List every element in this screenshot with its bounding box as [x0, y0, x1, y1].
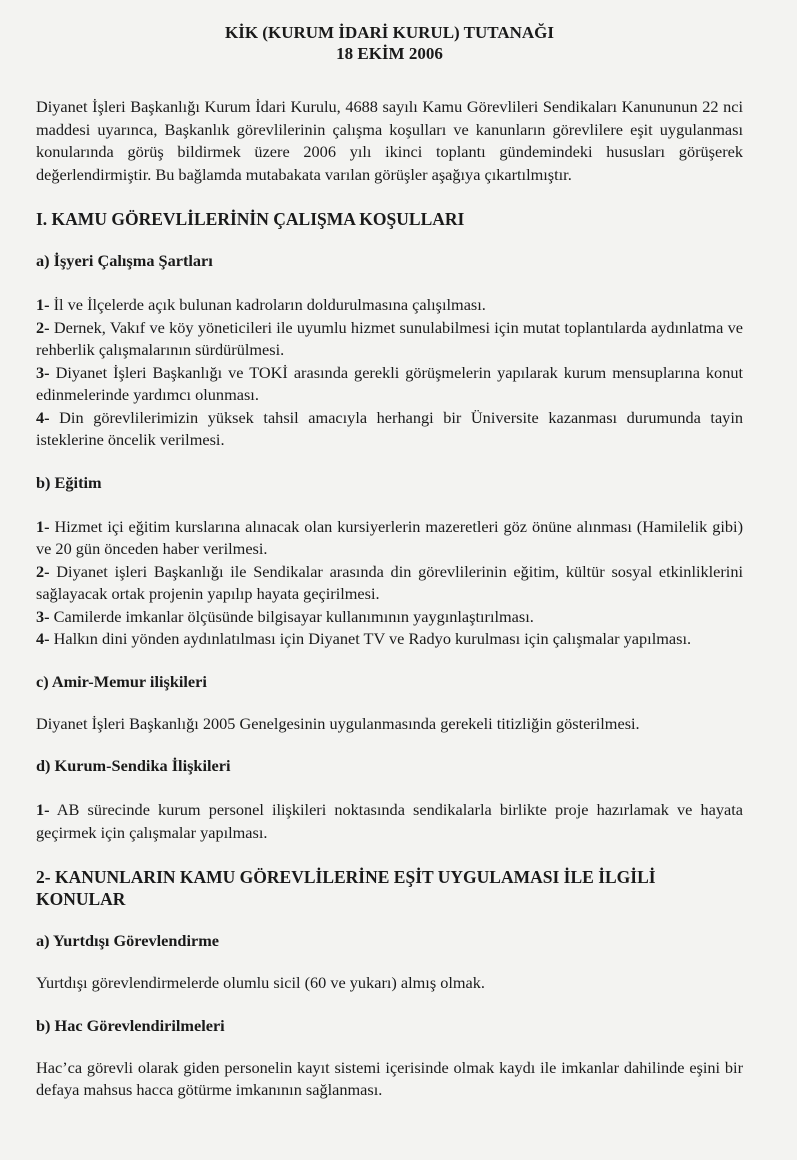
item-number: 3-	[36, 362, 50, 382]
section1d-list	[36, 799, 743, 844]
item-number: 4-	[36, 407, 50, 427]
list-item	[36, 294, 743, 317]
list-item	[36, 362, 743, 407]
section1-heading: I. KAMU GÖREVLİLERİNİN ÇALIŞMA KOŞULLARI	[36, 209, 465, 229]
item-text: İl ve İlçelerde açık bulunan kadroların doldurulmasına çalışılması.	[53, 295, 486, 314]
item-number: 2-	[36, 561, 50, 581]
section2-heading: 2- KANUNLARIN KAMU GÖREVLİLERİNE EŞİT UYGULAMASI İLE İLGİLİ KONULAR	[36, 867, 656, 909]
item-number: 2-	[36, 317, 50, 337]
section2b-heading: b) Hac Görevlendirilmeleri	[36, 1015, 225, 1035]
list-item	[36, 407, 743, 452]
section2b-text: Hac’ca görevli olarak giden personelin kayıt sistemi içerisinde olmak kaydı ile imkanlar dahilinde eşini bir defaya mahsus hacca götürme imkanının sağlanması.	[36, 1057, 743, 1099]
section1c-heading: c) Amir-Memur ilişkileri	[36, 671, 207, 691]
section1d-heading: d) Kurum-Sendika İlişkileri	[36, 756, 231, 775]
list-item	[36, 317, 743, 362]
list-item	[36, 799, 743, 844]
item-number: 4-	[36, 629, 50, 648]
document-date: 18 EKİM 2006	[336, 44, 443, 63]
section1a-list	[36, 294, 743, 452]
item-text: Halkın dini yönden aydınlatılması için Diyanet TV ve Radyo kurulması için çalışmalar yapılması.	[53, 629, 692, 648]
list-item	[36, 628, 743, 651]
item-text: Camilerde imkanlar ölçüsünde bilgisayar kullanımının yaygınlaştırılması.	[53, 606, 534, 626]
item-text: Hizmet içi eğitim kurslarına alınacak olan kursiyerlerin mazeretleri göz önüne alınması (Hamilelik gibi) ve 20 gün önceden haber verilmesi.	[36, 516, 743, 558]
section1b-heading: b) Eğitim	[36, 472, 102, 492]
section2a-heading: a) Yurtdışı Görevlendirme	[36, 931, 220, 950]
item-text: AB sürecinde kurum personel ilişkileri noktasında sendikalarla birlikte proje hazırlamak ve hayata geçirmek için çalışmalar yapılması.	[36, 800, 743, 842]
item-text: Din görevlilerimizin yüksek tahsil amacıyla herhangi bir Üniversite kazanması durumunda tayin isteklerine öncelik verilmesi.	[36, 407, 743, 449]
section1c-text: Diyanet İşleri Başkanlığı 2005 Genelgesinin uygulanmasında gerekeli titizliğin gösterilmesi.	[36, 713, 640, 733]
list-item	[36, 606, 743, 629]
section1b-list	[36, 516, 743, 651]
item-number: 1-	[36, 800, 50, 819]
item-number: 3-	[36, 606, 50, 626]
document-title: KİK (KURUM İDARİ KURUL) TUTANAĞI	[225, 23, 554, 42]
section2a-text: Yurtdışı görevlendirmelerde olumlu sicil (60 ve yukarı) almış olmak.	[36, 973, 485, 992]
intro-paragraph: Diyanet İşleri Başkanlığı Kurum İdari Kurulu, 4688 sayılı Kamu Görevlileri Sendikaları Kanununun 22 nci maddesi uyarınca, Başkanlık görevlilerinin çalışma koşulları ve kanunların görevlilere eşit uygulanması konularında görüş bildirmek üzere 2006 yılı ikinci toplantı gündemindeki hususları görüşerek değerlendirmiştir. Bu bağlamda mutabakata varılan görüşler aşağıya çıkartılmıştır.	[36, 97, 743, 184]
item-number: 1-	[36, 295, 50, 314]
item-text: Dernek, Vakıf ve köy yöneticileri ile uyumlu hizmet sunulabilmesi için mutat toplantılarda aydınlatma ve rehberlik çalışmalarının sürdürülmesi.	[36, 317, 743, 359]
item-text: Diyanet işleri Başkanlığı ile Sendikalar arasında din görevlilerinin eğitim, kültür sosyal etkinliklerini sağlayacak ortak projenin yapılıp hayata geçirilmesi.	[36, 561, 743, 603]
item-text: Diyanet İşleri Başkanlığı ve TOKİ arasında gerekli görüşmelerin yapılarak kurum mensuplarına konut edinmelerinde yardımcı olunması.	[36, 362, 743, 404]
list-item	[36, 561, 743, 606]
list-item	[36, 516, 743, 561]
item-number: 1-	[36, 516, 50, 536]
section1a-heading: a) İşyeri Çalışma Şartları	[36, 251, 213, 270]
